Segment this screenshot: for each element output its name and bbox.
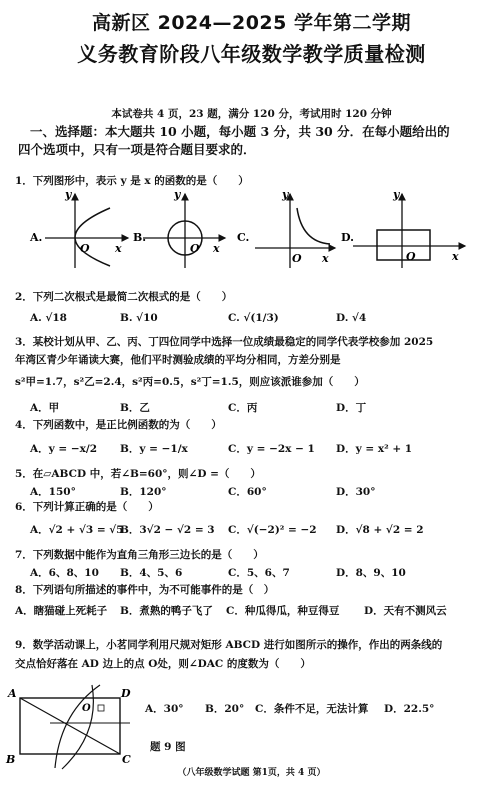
q4-option-b: B．y = −1/x: [120, 443, 188, 455]
exam-title-line2: 义务教育阶段八年级数学教学质量检测: [77, 42, 426, 66]
q9-label-b: B: [6, 753, 16, 766]
q1-option-b: B.: [133, 231, 147, 244]
q1-graph-b: [133, 188, 225, 268]
q6-option-a: A．√2 + √3 = √5: [30, 524, 124, 536]
q1-option-c: C.: [237, 231, 250, 244]
q3-option-a: A．甲: [30, 402, 60, 414]
q9-stem-line1: 9．数学活动课上，小茗同学利用尺规对矩形 ABCD 进行如图所示的操作，作出的两条线的: [15, 639, 443, 651]
q9-option-a: A．30°: [145, 703, 184, 715]
q9-option-d: D．22.5°: [384, 703, 435, 715]
q2-option-a: A. √18: [30, 312, 67, 324]
q2-option-d: D. √4: [336, 312, 367, 324]
q7-stem: 7．下列数据中能作为直角三角形三边长的是（ ）: [15, 549, 264, 561]
q1-graph-a: [29, 188, 128, 268]
q9-option-b: B．20°: [205, 703, 245, 715]
q9-option-c: C．条件不足，无法计算: [255, 703, 369, 715]
q3-option-d: D．丁: [336, 402, 367, 414]
q2-option-b: B. √10: [120, 312, 158, 324]
q3-stem-line1: 3．某校计划从甲、乙、丙、丁四位同学中选择一位成绩最稳定的同学代表学校参加 2025: [15, 336, 434, 348]
page-footer: （八年级数学试题 第1页，共 4 页）: [177, 768, 326, 778]
q1c-axis-x: x: [322, 252, 329, 265]
q4-option-d: D．y = x² + 1: [336, 443, 413, 455]
q1a-origin: O: [80, 242, 90, 255]
q8-option-b: B．煮熟的鸭子飞了: [120, 605, 213, 617]
q9-label-a: A: [8, 687, 17, 700]
section-heading-line2: 四个选项中，只有一项是符合题目要求的．: [18, 142, 256, 157]
q7-option-b: B．4、5、6: [120, 567, 183, 579]
q1c-axis-y: y: [282, 188, 289, 201]
q1a-axis-y: y: [65, 188, 72, 201]
q6-option-b: B．3√2 − √2 = 3: [120, 524, 215, 536]
q1-option-a: A.: [30, 231, 43, 244]
exam-info: 本试卷共 4 页，23 题，满分 120 分，考试用时 120 分钟: [111, 108, 392, 120]
q6-stem: 6．下列计算正确的是（ ）: [15, 501, 159, 513]
section-heading-line1: 一、选择题：本大题共 10 小题，每小题 3 分，共 30 分．在每小题给出的: [30, 124, 450, 139]
q5-option-b: B．120°: [120, 486, 167, 498]
q7-option-a: A．6、8、10: [30, 567, 99, 579]
q8-option-c: C．种瓜得瓜，种豆得豆: [226, 605, 340, 617]
q5-option-c: C．60°: [228, 486, 267, 498]
q1-option-d: D.: [341, 231, 354, 244]
q8-option-a: A．瞎猫碰上死耗子: [15, 605, 108, 617]
q9-caption: 题 9 图: [150, 741, 186, 753]
q1b-axis-y: y: [174, 188, 181, 201]
q1d-axis-y: y: [393, 188, 400, 201]
q1b-origin: O: [190, 242, 200, 255]
q1-graph-d: [341, 188, 465, 268]
q9-label-o: O: [82, 703, 91, 714]
q3-option-c: C．丙: [228, 402, 258, 414]
q9-figure: [0, 683, 140, 771]
exam-title-line1: 高新区 2024—2025 学年第二学期: [92, 12, 411, 34]
q6-option-c: C．√(−2)² = −2: [228, 524, 317, 536]
q9-label-d: D: [121, 687, 131, 700]
q1b-axis-x: x: [213, 242, 220, 255]
q4-option-c: C．y = −2x − 1: [228, 443, 315, 455]
q6-option-d: D．√8 + √2 = 2: [336, 524, 424, 536]
q7-option-c: C．5、6、7: [228, 567, 290, 579]
q1-graphs: [0, 186, 503, 272]
q2-stem: 2．下列二次根式是最简二次根式的是（ ）: [15, 291, 233, 303]
q5-option-a: A．150°: [30, 486, 76, 498]
q5-stem: 5．在▱ABCD 中，若∠B=60°，则∠D =（ ）: [15, 468, 261, 480]
q8-option-d: D．天有不测风云: [364, 605, 447, 617]
q4-stem: 4．下列函数中，是正比例函数的为（ ）: [15, 419, 222, 431]
q5-option-d: D．30°: [336, 486, 376, 498]
q3-stem-line3: s²甲=1.7，s²乙=2.4，s²丙=0.5，s²丁=1.5，则应该派谁参加（ ）: [15, 376, 365, 388]
q1a-axis-x: x: [115, 242, 122, 255]
q9-stem-line2: 交点恰好落在 AD 边上的点 O处，则∠DAC 的度数为（ ）: [15, 658, 311, 670]
q1c-origin: O: [292, 252, 302, 265]
q1-graph-c: [237, 188, 335, 268]
q9-label-c: C: [122, 753, 131, 766]
q4-option-a: A．y = −x/2: [30, 443, 98, 455]
q8-stem: 8．下列语句所描述的事件中，为不可能事件的是（ ）: [15, 584, 275, 596]
q1d-origin: O: [406, 250, 416, 263]
q3-option-b: B．乙: [120, 402, 150, 414]
q3-stem-line2: 年湾区青少年诵读大赛，他们平时测验成绩的平均分相同，方差分别是: [15, 354, 341, 366]
q1-stem: 1．下列图形中，表示 y 是 x 的函数的是（ ）: [15, 175, 249, 187]
q7-option-d: D．8、9、10: [336, 567, 406, 579]
q2-option-c: C. √(1/3): [228, 312, 279, 324]
q1d-axis-x: x: [452, 250, 459, 263]
